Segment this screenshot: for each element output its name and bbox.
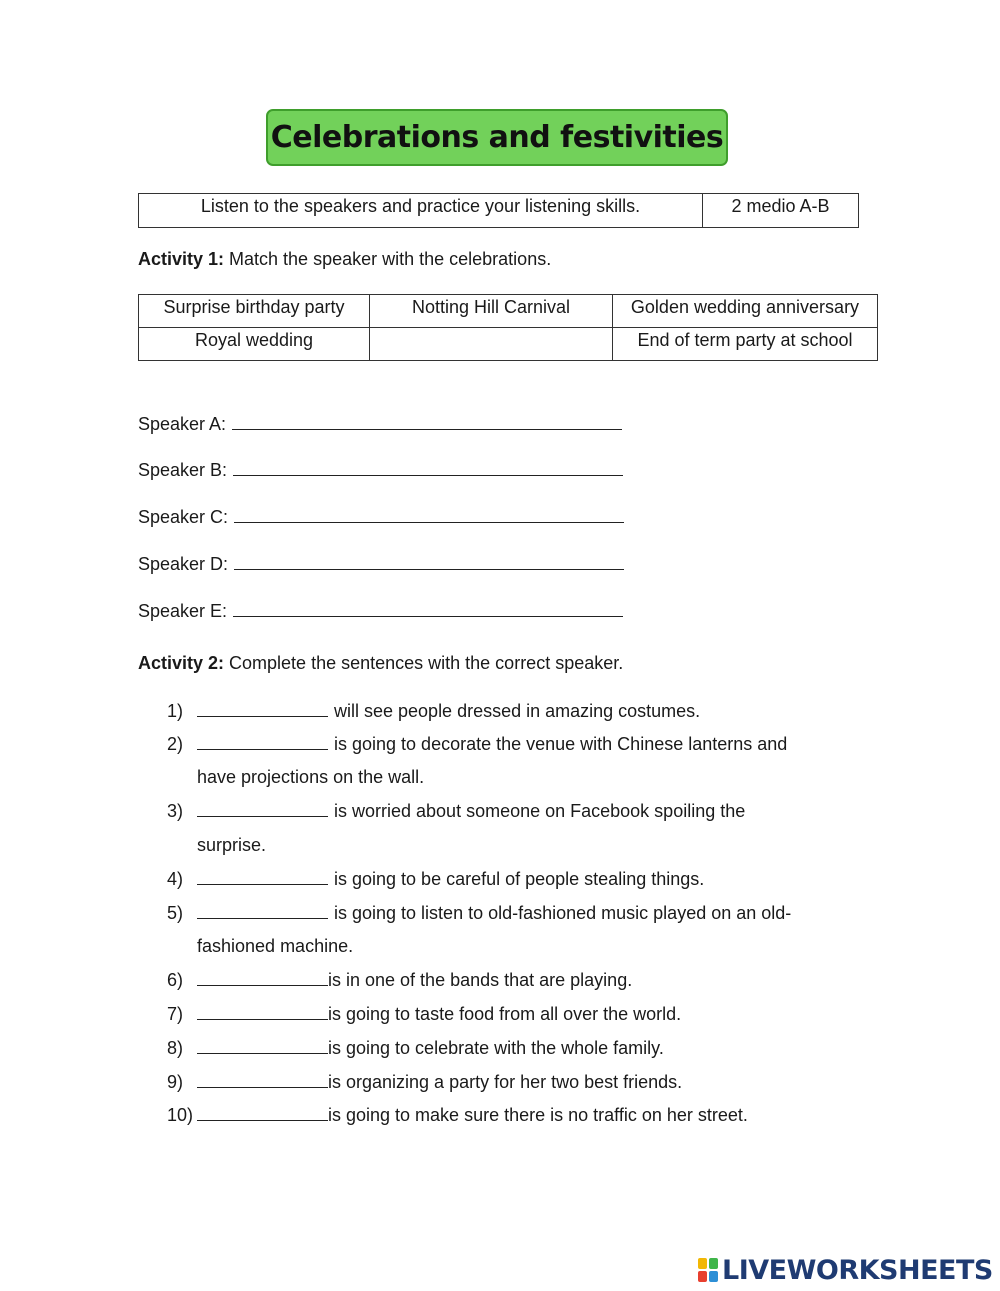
activity1-label: Activity 1: [138,249,225,269]
activity2-heading [138,653,623,674]
sentence-blank[interactable] [197,1105,328,1121]
sentence-item [197,903,791,924]
sentence-text: is going to be careful of people stealing things. [334,869,705,889]
sentence-text: is going to decorate the venue with Chinese lanterns and [334,734,788,754]
liveworksheets-logo [698,1256,993,1284]
item-number: 9) [167,1072,184,1092]
item-number: 7) [167,1004,184,1024]
speaker-label: Speaker E: [138,601,228,621]
sentence-blank[interactable] [197,801,328,817]
page-title: Celebrations and festivities [270,120,724,155]
item-number: 1) [167,701,184,721]
sentence-text: is worried about someone on Facebook spoiling the [334,801,746,821]
activity2-label: Activity 2: [138,653,225,673]
sentence-blank[interactable] [197,970,328,986]
sentence-item [197,701,700,722]
sentence-item [197,1004,681,1025]
celebration-cell: End of term party at school [613,328,878,361]
celebration-cell: Royal wedding [139,328,370,361]
speaker-label: Speaker B: [138,460,228,480]
item-number: 2) [167,734,184,754]
logo-blocks-icon [698,1258,718,1282]
sentence-text: is organizing a party for her two best friends. [328,1072,683,1092]
sentence-blank[interactable] [197,701,328,717]
sentence-continuation: have projections on the wall. [197,767,425,787]
activity2-text: Complete the sentences with the correct speaker. [224,653,624,673]
sentence-text: is in one of the bands that are playing. [328,970,633,990]
sentence-item [197,1038,664,1059]
speaker-row [138,506,624,528]
speaker-row [138,413,622,435]
sentence-text: is going to celebrate with the whole family. [328,1038,664,1058]
item-number: 5) [167,903,184,923]
item-number: 10) [167,1105,194,1125]
sentence-blank[interactable] [197,734,328,750]
answer-blank[interactable] [232,413,622,430]
sentence-item [197,1105,748,1126]
logo-text: LIVEWORKSHEETS [722,1254,993,1286]
sentence-blank[interactable] [197,869,328,885]
celebration-cell: Golden wedding anniversary [613,295,878,328]
answer-blank[interactable] [234,553,624,570]
speaker-row [138,459,623,481]
sentence-continuation: fashioned machine. [197,936,354,956]
table-row [139,295,878,328]
answer-blank[interactable] [234,506,624,523]
sentence-text: is going to taste food from all over the world. [328,1004,682,1024]
sentence-item [197,869,704,890]
sentence-blank[interactable] [197,1072,328,1088]
title-box [266,109,728,166]
speaker-label: Speaker A: [138,414,227,434]
activity1-text: Match the speaker with the celebrations. [224,249,552,269]
sentence-blank[interactable] [197,1004,328,1020]
sentence-item [197,801,745,822]
header-table [138,193,859,228]
activity1-heading [138,249,551,270]
item-number: 6) [167,970,184,990]
level-cell: 2 medio A-B [703,194,859,228]
sentence-item [197,734,787,755]
sentence-text: will see people dressed in amazing costumes. [334,701,701,721]
item-number: 4) [167,869,184,889]
item-number: 8) [167,1038,184,1058]
celebration-cell: Surprise birthday party [139,295,370,328]
sentence-text: is going to listen to old-fashioned music played on an old- [334,903,792,923]
sentence-text: is going to make sure there is no traffic on her street. [328,1105,748,1125]
sentence-blank[interactable] [197,903,328,919]
sentence-item [197,1072,682,1093]
celebration-cell: Notting Hill Carnival [370,295,613,328]
sentence-blank[interactable] [197,1038,328,1054]
instruction-cell: Listen to the speakers and practice your listening skills. [139,194,703,228]
celebration-cell [370,328,613,361]
sentence-continuation: surprise. [197,835,267,855]
sentence-item [197,970,632,991]
speaker-label: Speaker D: [138,554,229,574]
speaker-row [138,600,623,622]
table-row [139,328,878,361]
item-number: 3) [167,801,184,821]
celebrations-table [138,294,878,361]
speaker-label: Speaker C: [138,507,229,527]
speaker-row [138,553,624,575]
answer-blank[interactable] [233,600,623,617]
answer-blank[interactable] [233,459,623,476]
